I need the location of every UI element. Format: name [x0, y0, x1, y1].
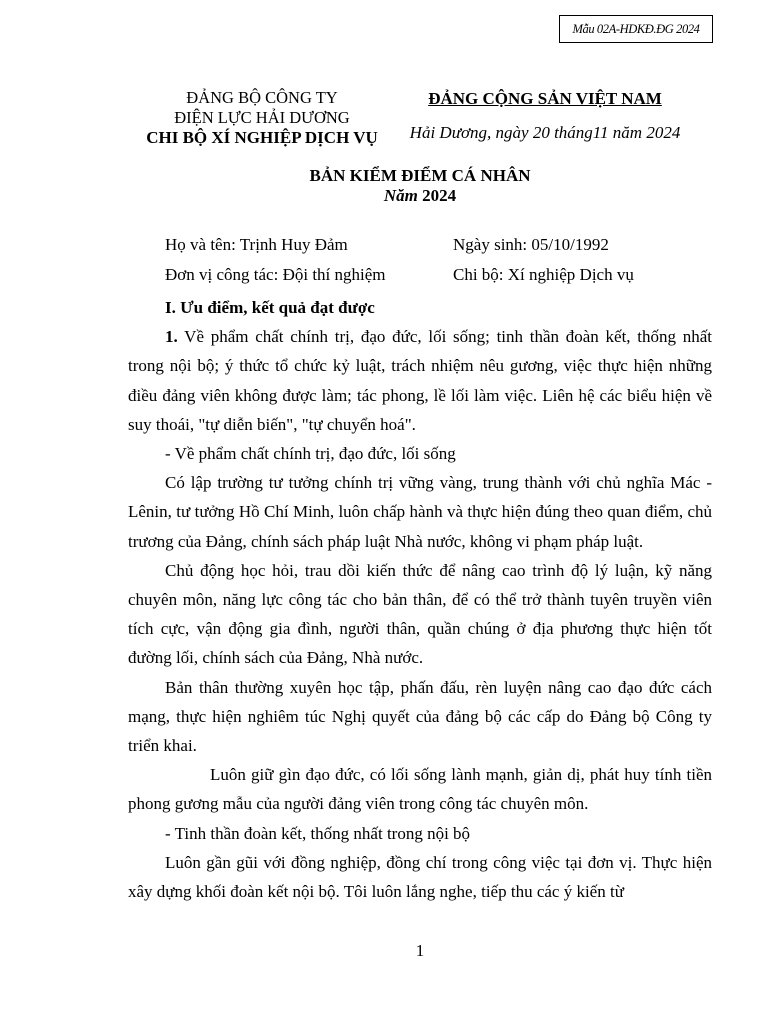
org-line-2: ĐIỆN LỰC HẢI DƯƠNG: [174, 108, 350, 127]
paragraph-5: Luôn gần gũi với đồng nghiệp, đồng chí trong công việc tại đơn vị. Thực hiện xây dựng khối đoàn kết nội bộ. Tôi luôn lắng nghe, tiếp thu các ý kiến từ: [128, 852, 712, 902]
info-dob: Ngày sinh: 05/10/1992: [453, 235, 609, 254]
party-name: ĐẢNG CỘNG SẢN VIỆT NAM: [428, 89, 662, 108]
info-name: Họ và tên: Trịnh Huy Đảm: [165, 235, 348, 254]
title-main: BẢN KIỂM ĐIỂM CÁ NHÂN: [309, 166, 531, 185]
title-year-line: [120, 186, 720, 206]
paragraph-2: Chủ động học hỏi, trau dồi kiến thức để nâng cao trình độ lý luận, kỹ năng chuyên môn, năng lực công tác cho bản thân, để có thể trở thành tuyên truyền viên tích cực, vận động gia đình, người thân, quần chúng ở địa phương thực hiện tốt đường lối, chính sách của Đảng, Nhà nước.: [128, 560, 712, 668]
info-unit: Đơn vị công tác: Đội thí nghiệm: [165, 265, 386, 284]
paragraph-3: Bản thân thường xuyên học tập, phấn đấu, rèn luyện nâng cao đạo đức cách mạng, thực hiện nghiêm túc Nghị quyết của đảng bộ các cấp do Đảng bộ Công ty triển khai.: [128, 677, 712, 756]
subheading-political: - Về phẩm chất chính trị, đạo đức, lối sống: [165, 444, 456, 464]
paragraph-1: Có lập trường tư tưởng chính trị vững vàng, trung thành với chủ nghĩa Mác - Lênin, tư tưởng Hồ Chí Minh, luôn chấp hành và thực hiện đúng theo quan điểm, chủ trương của Đảng, chính sách pháp luật Nhà nước, không vi phạm pháp luật.: [128, 473, 712, 551]
document-title: [120, 166, 720, 206]
org-line-3: CHI BỘ XÍ NGHIỆP DỊCH VỤ: [146, 128, 378, 147]
page-number: 1: [415, 941, 425, 960]
org-line-1: ĐẢNG BỘ CÔNG TY: [186, 88, 338, 107]
party-header: [400, 88, 690, 144]
year-label: Năm: [383, 186, 418, 205]
form-code-box: [559, 15, 713, 43]
organization-header: [128, 88, 396, 148]
item-1-text: Về phẩm chất chính trị, đạo đức, lối sống; tinh thần đoàn kết, thống nhất trong nội bộ; ý thức tổ chức kỷ luật, trách nhiệm nêu gương, việc thực hiện những điều đảng viên không được làm; tác phong, lề lối làm việc. Liên hệ các biểu hiện về suy thoái, "tự diễn biến", "tự chuyển hoá".: [128, 327, 712, 434]
paragraph-4: Luôn giữ gìn đạo đức, có lối sống lành mạnh, giản dị, phát huy tính tiền phong gương mẫu của người đảng viên trong công tác chuyên môn.: [128, 765, 712, 814]
section-heading: I. Ưu điểm, kết quả đạt được: [165, 298, 375, 317]
place-date: Hải Dương, ngày 20 tháng11 năm 2024: [409, 123, 681, 142]
item-1-number: 1.: [165, 327, 178, 347]
year-value: 2024: [422, 186, 457, 205]
subheading-unity: - Tinh thần đoàn kết, thống nhất trong nội bộ: [165, 823, 471, 843]
item-1: [128, 322, 712, 439]
info-branch: Chi bộ: Xí nghiệp Dịch vụ: [453, 265, 634, 284]
document-body: [128, 293, 712, 906]
form-code: Mẫu 02A-HDKĐ.ĐG 2024: [572, 21, 700, 36]
